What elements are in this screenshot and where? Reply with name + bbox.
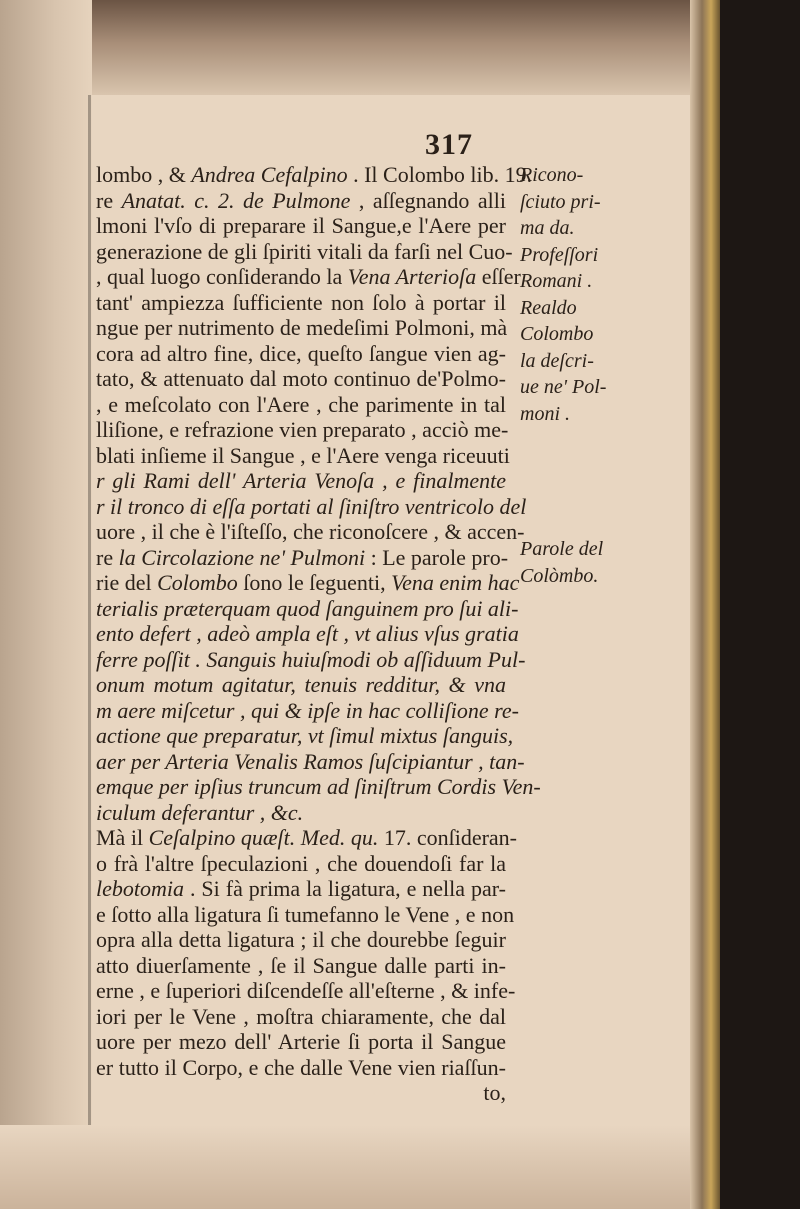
text-segment: . Si fà prima la ligatura, e nella par- [184, 876, 506, 901]
text-segment: , qual luogo conſiderando la [96, 264, 348, 289]
text-segment: uore , il che è l'iſteſſo, che riconoſcere , & accen- [96, 519, 525, 544]
text-segment: la Circolazione ne' Pulmoni [118, 544, 366, 570]
text-line [96, 825, 517, 851]
text-segment: ſono le ſeguenti, [237, 570, 392, 595]
text-line [96, 519, 525, 545]
margin-note-line: ſciuto pri- [520, 190, 601, 213]
text-segment: onum motum agitatur, tenuis redditur, & vna [96, 672, 506, 697]
gutter-shadow [88, 95, 91, 1135]
text-segment: iori per le Vene , moſtra chiaramente, che dal [96, 1003, 506, 1029]
text-segment: lmoni l'vſo di preparare il Sangue,e l'Aere per [96, 213, 506, 238]
text-line [96, 493, 527, 520]
text-line [96, 1029, 506, 1055]
text-line [96, 953, 506, 979]
text-segment: atto diuerſamente , ſe il Sangue dalle parti in- [96, 952, 506, 978]
text-segment: iculum deferantur , &c. [96, 799, 304, 825]
text-segment: r il tronco di eſſa portati al ſiniſtro ventricolo del [96, 493, 527, 519]
text-line [96, 570, 520, 596]
text-segment: re [96, 544, 119, 570]
text-line [96, 264, 521, 290]
page-number: 317 [425, 128, 473, 161]
margin-note-line: Ricono- [520, 164, 584, 186]
text-line [96, 392, 506, 418]
book-gutter [0, 0, 92, 1209]
text-segment: m aere miſcetur , qui & ipſe in hac colliſione re- [96, 697, 519, 723]
text-line [96, 468, 506, 494]
text-line [96, 1004, 506, 1030]
text-segment: , aſſegnando alli [350, 187, 506, 213]
text-segment: er tutto il Corpo, e che dalle Vene vien riaſſun- [96, 1054, 506, 1080]
text-line [96, 341, 506, 367]
text-segment: e ſotto alla ligatura ſi tumefanno le Vene , e non [96, 901, 515, 927]
text-line [96, 621, 519, 647]
text-segment: opra alla detta ligatura ; il che dourebbe ſeguir [96, 927, 506, 952]
margin-note-riconosciuto [520, 162, 650, 427]
bottom-page-margin [0, 1125, 800, 1209]
text-segment: emque per ipſius truncum ad ſiniſtrum Cordis Ven- [96, 774, 541, 799]
text-segment: actione que preparatur, vt ſimul mixtus ſanguis, [96, 723, 514, 748]
text-segment: : Le parole pro- [365, 544, 509, 570]
text-segment: tato, & attenuato dal moto continuo de'Polmo- [96, 366, 506, 391]
text-line [96, 927, 506, 953]
text-line [96, 162, 533, 188]
text-line [96, 238, 513, 265]
text-segment: Ceſalpino quæſt. Med. qu. [148, 825, 379, 850]
margin-note-line: Realdo [520, 296, 577, 319]
blurred-top-edge [0, 0, 800, 95]
text-segment: ferre poſſit . Sanguis huiuſmodi ob aſſiduum Pul- [96, 646, 526, 672]
text-line [96, 290, 506, 316]
text-segment: generazione de gli ſpiriti vitali da farſi nel Cuo- [96, 238, 513, 264]
text-segment: Mà il [96, 825, 149, 850]
main-text-column [96, 162, 541, 1106]
margin-note-parole-del-colombo [520, 536, 650, 589]
text-segment: lebotomia [96, 876, 184, 901]
text-segment: lliſione, e refrazione vien preparato , acciò me- [96, 417, 509, 442]
text-line [96, 315, 506, 341]
margin-note-line: Parole del [520, 538, 604, 560]
text-line [96, 748, 525, 775]
text-line [96, 800, 506, 826]
text-line [96, 978, 516, 1004]
margin-note-line: Colombo [520, 323, 594, 345]
text-segment: Colombo [157, 570, 238, 595]
margin-note-line: ue ne' Pol- [520, 376, 607, 398]
margin-note-line: Colòmbo. [520, 564, 599, 587]
text-segment: cora ad altro fine, dice, queſto ſangue vien ag- [96, 340, 506, 366]
text-segment: lombo , & [96, 162, 192, 187]
page-edge [690, 0, 720, 1209]
text-line [96, 442, 510, 469]
text-segment: ento defert , adeò ampla eſt , vt alius vſus gratia [96, 621, 519, 646]
margin-note-line: Profeſſori [520, 243, 599, 266]
margin-note-line: la deſcri- [520, 349, 594, 372]
margin-note-line: Romani . [520, 270, 593, 292]
text-segment: , e meſcolato con l'Aere , che parimente in tal [96, 391, 506, 417]
text-line [96, 595, 519, 622]
text-line [96, 672, 506, 698]
text-line [96, 646, 526, 673]
text-line [96, 544, 509, 571]
text-line [96, 366, 506, 392]
text-segment: o frà l'altre ſpeculazioni , che douendoſi far la [96, 850, 506, 876]
text-segment: re [96, 187, 122, 213]
text-line [96, 417, 509, 443]
text-segment: . Il Colombo lib. 19. [347, 162, 533, 187]
text-line [96, 1055, 506, 1081]
text-segment: ngue per nutrimento de medeſimi Polmoni, mà [96, 315, 508, 340]
text-line [96, 723, 514, 749]
catchword: to, [483, 1080, 506, 1105]
dark-background [720, 0, 800, 1209]
text-segment: tant' ampiezza ſufficiente non ſolo à portar il [96, 289, 506, 315]
text-segment: aer per Arteria Venalis Ramos ſuſcipiantur , tan- [96, 748, 525, 774]
margin-note-line: ma da. [520, 217, 575, 239]
text-segment: Andrea Cefalpino [191, 162, 348, 187]
text-line [96, 697, 519, 724]
text-segment: r gli Rami dell' Arteria Venoſa , e finalmente [96, 468, 506, 493]
text-segment: erne , e ſuperiori diſcendeſſe all'eſterne , & infe- [96, 978, 516, 1003]
text-segment: rie del [96, 570, 158, 595]
text-line [96, 851, 506, 877]
margin-note-line: moni . [520, 402, 570, 425]
text-segment: Vena Arterioſa [347, 264, 477, 289]
text-segment: Vena enim hac [391, 570, 520, 595]
text-line [96, 188, 506, 214]
text-line [96, 774, 541, 800]
text-segment: 17. conſideran- [378, 825, 517, 850]
text-segment: Anatat. c. 2. de Pulmone [121, 187, 351, 213]
text-segment: eſſer [476, 264, 521, 289]
text-segment: terialis præterquam quod ſanguinem pro ſui ali- [96, 595, 519, 621]
text-line [96, 901, 515, 928]
text-segment: uore per mezo dell' Arterie ſi porta il Sangue [96, 1029, 506, 1054]
text-segment: blati inſieme il Sangue , e l'Aere venga riceuuti [96, 442, 510, 468]
text-line [96, 876, 506, 902]
text-line [96, 213, 506, 239]
